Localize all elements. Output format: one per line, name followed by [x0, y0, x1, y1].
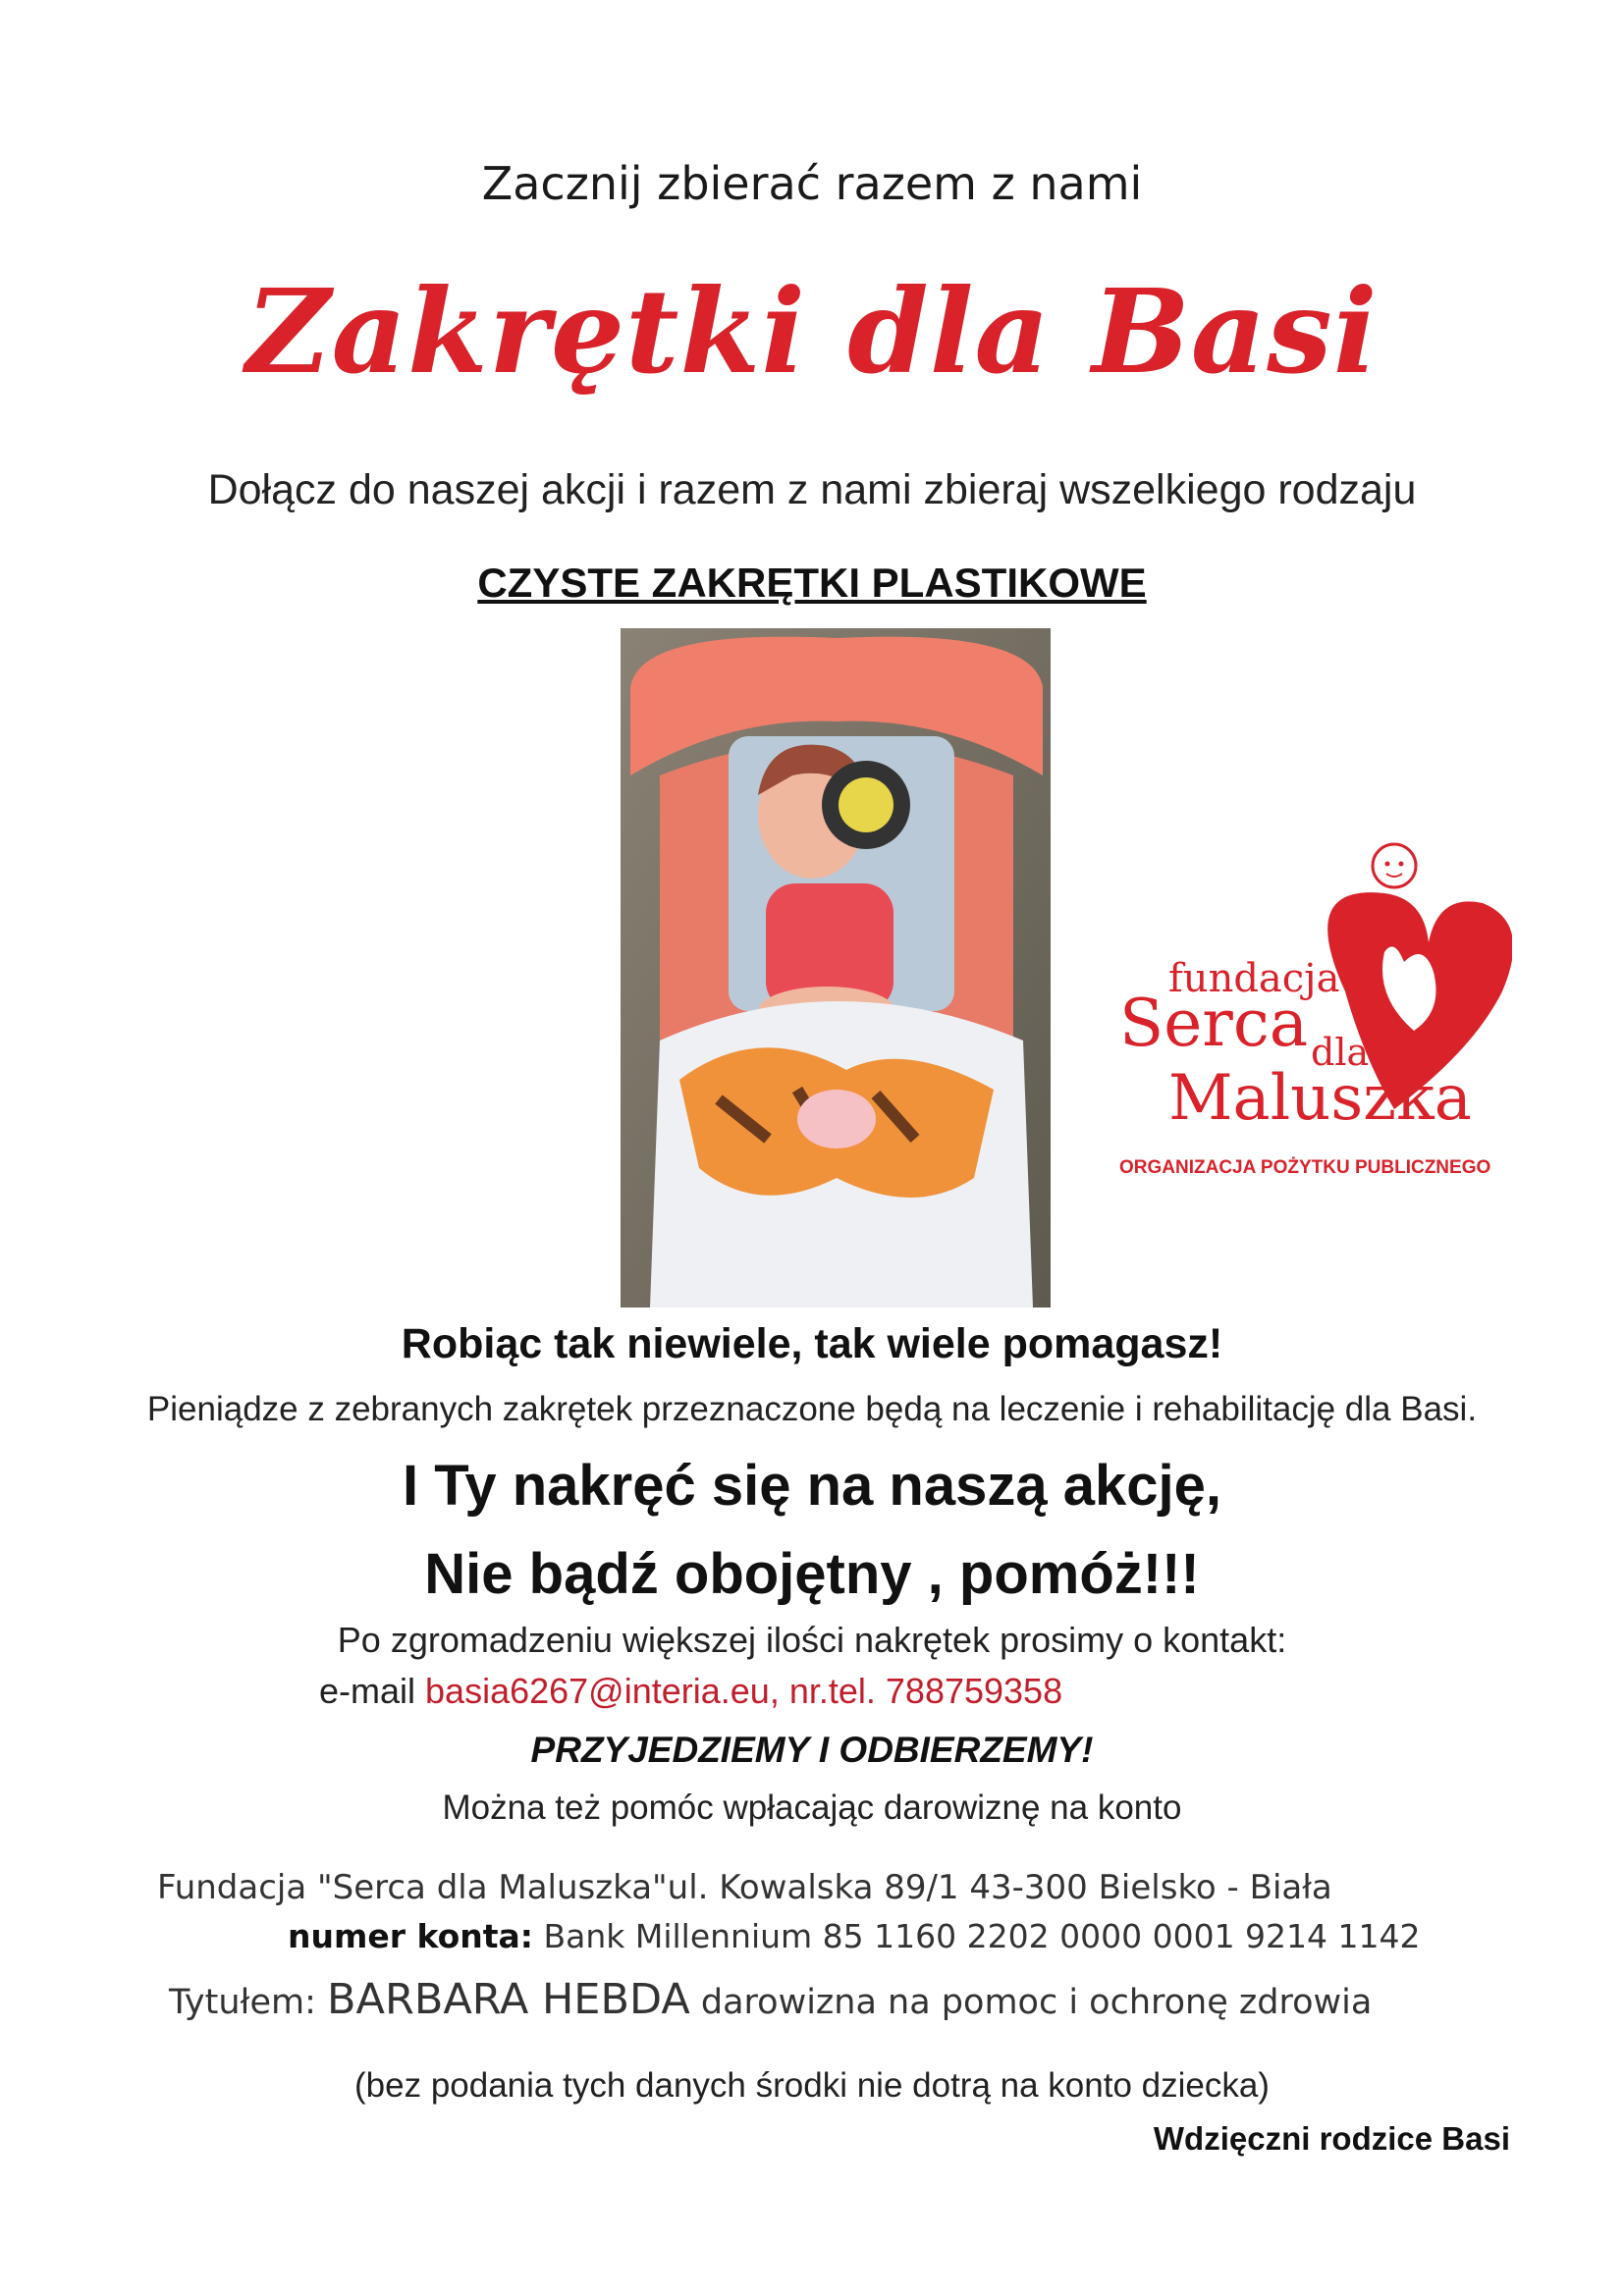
- contact-line: [319, 1671, 1062, 1712]
- title-rest: darowizna na pomoc i ochronę zdrowia: [689, 1983, 1373, 2022]
- account-value: Bank Millennium 85 1160 2202 0000 0001 9214 1142: [532, 1917, 1421, 1955]
- logo-subtitle: ORGANIZACJA POŻYTKU PUBLICZNEGO: [1119, 1157, 1491, 1178]
- join-line: Dołącz do naszej akcji i razem z nami zbieraj wszelkiego rodzaju: [207, 466, 1417, 513]
- contact-intro-line: Po zgromadzeniu większej ilości nakrętek prosimy o kontakt:: [337, 1620, 1287, 1660]
- title-label: Tytułem:: [169, 1983, 328, 2022]
- phone-number[interactable]: nr.tel. 788759358: [788, 1671, 1063, 1711]
- ty-line: I Ty nakręć się na naszą akcję,: [403, 1454, 1221, 1518]
- note-line: (bez podania tych danych środki nie dotrą na konto dziecka): [354, 2066, 1270, 2105]
- nie-line: Nie bądź obojętny , pomóż!!!: [424, 1542, 1200, 1606]
- account-label: numer konta:: [288, 1917, 533, 1955]
- intro-line: Zacznij zbierać razem z nami: [481, 157, 1143, 210]
- signature: Wdzięczni rodzice Basi: [1153, 2120, 1510, 2157]
- logo-line1: fundacja: [1168, 956, 1340, 1001]
- caps-heading: CZYSTE ZAKRĘTKI PLASTIKOWE: [477, 560, 1147, 606]
- transfer-title-line: [169, 1975, 1372, 2024]
- separator: ,: [769, 1671, 789, 1711]
- pieniadze-line: Pieniądze z zebranych zakrętek przeznaczone będą na leczenie i rehabilitację dla Basi.: [146, 1390, 1478, 1428]
- logo-line3: dla: [1311, 1031, 1370, 1074]
- logo-line2: Serca: [1119, 986, 1309, 1061]
- beneficiary-name: BARBARA HEBDA: [327, 1975, 690, 2024]
- email-link[interactable]: basia6267@interia.eu: [425, 1671, 770, 1711]
- przyjedziemy-line: PRZYJEDZIEMY I ODBIERZEMY!: [530, 1730, 1094, 1770]
- robiac-line: Robiąc tak niewiele, tak wiele pomagasz!: [401, 1320, 1223, 1367]
- donation-intro-line: Można też pomóc wpłacając darowiznę na konto: [442, 1789, 1182, 1827]
- foundation-logo: [1100, 825, 1512, 1198]
- logo-line4: Maluszka: [1168, 1062, 1472, 1135]
- child-photo: [621, 628, 1051, 1308]
- page-title: Zakrętki dla Basi: [245, 263, 1379, 400]
- email-prefix: e-mail: [319, 1671, 426, 1711]
- account-number-line: [288, 1917, 1421, 1955]
- foundation-address: Fundacja "Serca dla Maluszka"ul. Kowalska 89/1 43-300 Bielsko - Biała: [157, 1868, 1332, 1907]
